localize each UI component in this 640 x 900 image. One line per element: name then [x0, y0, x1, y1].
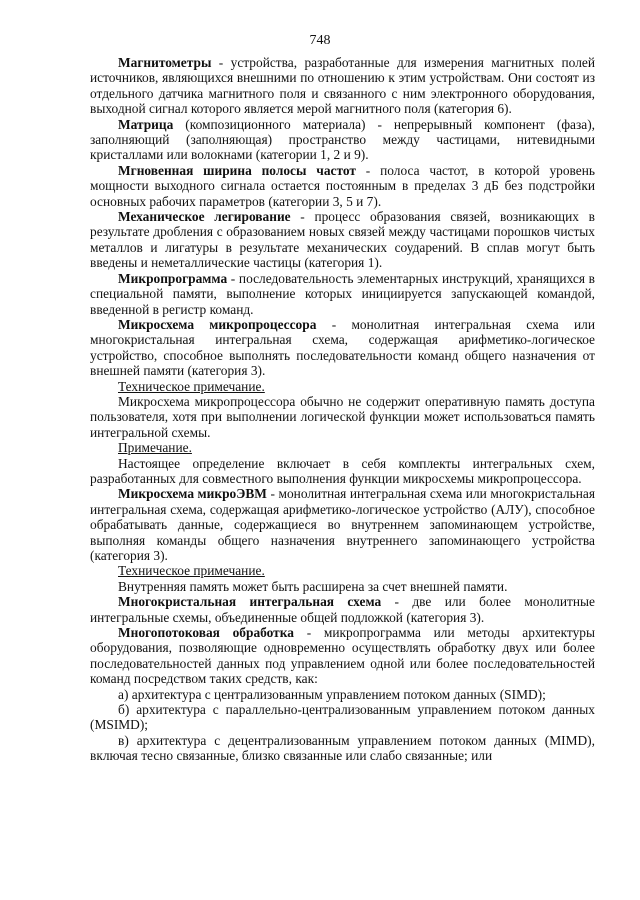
definition-text: - полоса частот, в которой уровень мощности выходного сигнала остается постоянным в пределах 3 дБ без подстройки основных рабочих параметров (категории 3, 5 и 7). — [90, 162, 596, 209]
definition-matrix — [90, 117, 595, 163]
definition-microcomputer-microcircuit — [90, 486, 595, 563]
list-item-a: а) архитектура с централизованным управлением потоком данных (SIMD); — [118, 686, 546, 702]
term: Микросхема микроЭВМ — [118, 486, 267, 502]
definition-text: - последовательность элементарных инструкций, хранящихся в специальной памяти, выполнение которых инициируется запускающей командой, введенной в регистр команд. — [90, 270, 595, 317]
note-heading: Примечание. — [118, 440, 192, 456]
list-item-c: в) архитектура с децентрализованным управлением потоком данных (MIMD), включая тесно связанные, близко связанные или слабо связанные; или — [90, 732, 595, 764]
term: Многопотоковая обработка — [118, 625, 294, 641]
definition-microprogram — [90, 271, 595, 317]
definition-instantaneous-bandwidth — [90, 163, 595, 209]
term: Магнитометры — [118, 55, 212, 70]
definition-multichip-circuit — [90, 594, 595, 625]
term: Многокристальная интегральная схема — [118, 594, 382, 610]
definition-magnetometers — [90, 55, 595, 117]
definition-mechanical-alloying — [90, 209, 595, 271]
definition-microprocessor-microcircuit — [90, 317, 595, 379]
note-text: Настоящее определение включает в себя комплекты интегральных схем, разработанных для совместного выполнения функции микросхемы микропроцессора. — [90, 455, 595, 486]
definition-text: - процесс образования связей, возникающих в результате дробления с образованием новых связей между частицами порошков чистых металлов и лигатуры в результате механических соударений. В сплав могут быть введены и неметаллические частицы (категория 1). — [90, 209, 595, 271]
definition-text: - устройства, разработанные для измерения магнитных полей источников, являющихся внешними по отношению к этим устройствам. Они состоят из отдельного датчика магнитного поля и связанного с ним электронного оборудования, выходной сигнал которого является мерой магнитного поля (категория 6). — [90, 55, 595, 117]
technical-note-heading-2: Техническое примечание. — [118, 563, 265, 579]
definition-text: - монолитная интегральная схема или многокристальная интегральная схема, содержащая арифметико-логическое устройство (АЛУ), способное обрабатывать данные, содержащиеся во внутреннем запоминающем устройстве, выполняя команды общего назначения внутреннего запоминающего устройства (категория 3). — [90, 486, 596, 563]
term: Мгновенная ширина полосы частот — [118, 162, 356, 178]
term: Микросхема микропроцессора — [118, 316, 317, 332]
definition-text: (композиционного материала) - непрерывный компонент (фаза), заполняющий (заполняющая) пространство между частицами, нитевидными кристаллами или волокнами (категории 1, 2 и 9). — [90, 116, 595, 163]
definition-multistream-processing — [90, 625, 595, 687]
definition-text: - микропрограмма или методы архитектуры оборудования, позволяющие одновременно осуществлять обработку двух или более последовательностей данных под управлением одной или более последовательностей команд посредством таких средств, как: — [90, 625, 595, 687]
technical-note-text-2: Внутренняя память может быть расширена за счет внешней памяти. — [118, 578, 508, 594]
page-body — [90, 55, 595, 764]
term: Механическое легирование — [118, 209, 291, 225]
page-number: 748 — [309, 33, 331, 48]
list-item-b: б) архитектура с параллельно-централизованным управлением потоком данных (MSIMD); — [90, 702, 595, 733]
definition-text: - монолитная интегральная схема или многокристальная интегральная схема, содержащая арифметико-логическое устройство, способное выполнять последовательности команд общего назначения от внешней памяти (категория 3). — [90, 316, 595, 379]
technical-note-heading: Техническое примечание. — [118, 378, 265, 394]
term: Матрица — [118, 116, 174, 132]
technical-note-text: Микросхема микропроцессора обычно не содержит оперативную память доступа пользователя, хотя при выполнении логической функции может использоваться память интегральной схемы. — [90, 393, 595, 440]
definition-text: - две или более монолитные интегральные схемы, объединенные общей подложкой (категория 3). — [90, 594, 595, 625]
term: Микропрограмма — [118, 270, 228, 286]
